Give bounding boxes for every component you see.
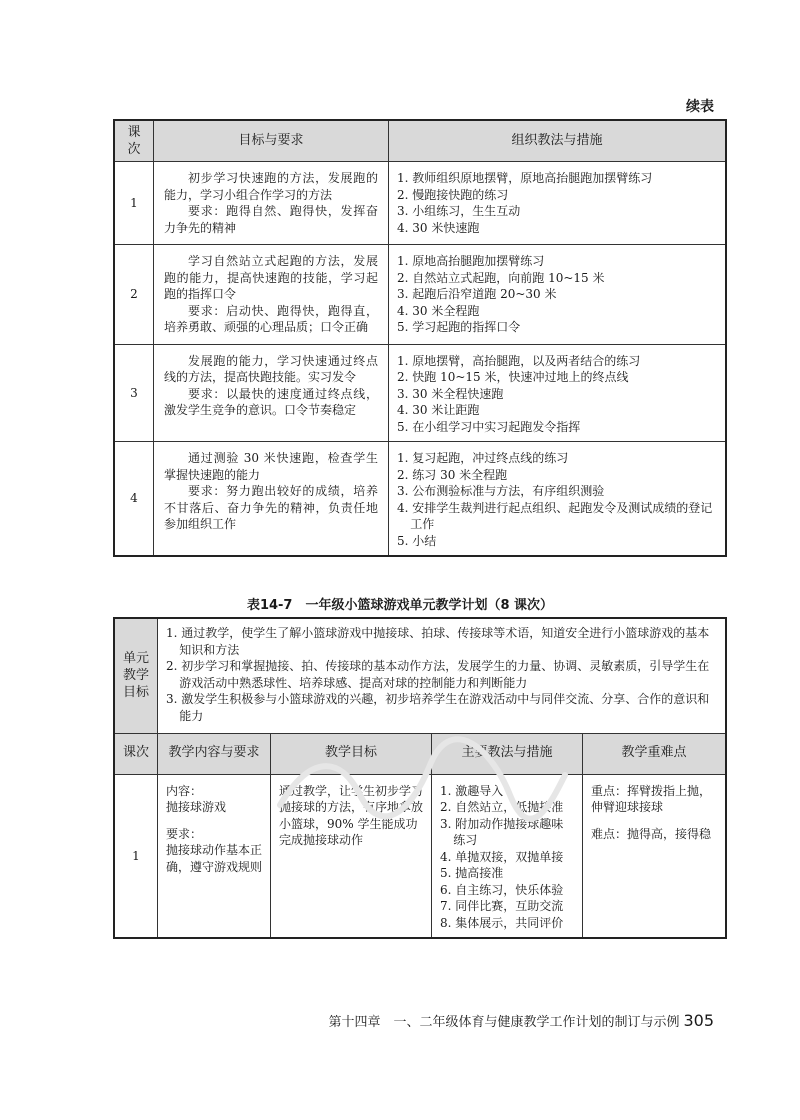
list-item: 4. 安排学生裁判进行起点组织、起跑发令及测试成绩的登记工作 xyxy=(397,500,713,531)
list-item: 1. 教师组织原地摆臂，原地高抬腿跑加摆臂练习 xyxy=(397,171,653,185)
table-row xyxy=(114,442,726,557)
list-item: 5. 学习起跑的指挥口令 xyxy=(397,320,521,334)
list-item: 5. 在小组学习中实习起跑发令指挥 xyxy=(397,419,581,434)
list-item: 4. 单抛双接，双抛单接 xyxy=(440,849,564,864)
list-item: 2. 快跑 10~15 米，快速冲过地上的终点线 xyxy=(397,370,629,384)
list-item: 3. 起跑后沿窄道跑 20~30 米 xyxy=(397,287,557,301)
unit-goals-cell xyxy=(158,618,727,733)
list-item: 1. 激趣导入 xyxy=(440,783,504,798)
list-item: 7. 同伴比赛，互助交流 xyxy=(440,899,564,913)
header-content: 教学内容与要求 xyxy=(158,733,271,774)
goal-cell xyxy=(154,344,389,442)
lesson-number: 3 xyxy=(114,344,154,442)
content-text: 抛接球游戏 xyxy=(166,800,227,814)
header-methods: 主要教法与措施 xyxy=(432,733,583,774)
objective-text: 通过教学，让学生初步学习抛接球的方法，有序地拿放小篮球，90% 学生能成功完成抛接球动作 xyxy=(279,783,424,847)
list-item: 3. 激发学生积极参与小篮球游戏的兴趣，初步培养学生在游戏活动中与同伴交流、分享、合作的意识和能力 xyxy=(166,692,710,723)
methods-cell xyxy=(389,162,727,245)
label-line: 单元 xyxy=(122,651,149,667)
methods-cell xyxy=(432,774,583,938)
header-goals: 目标与要求 xyxy=(154,120,389,162)
methods-cell xyxy=(389,344,727,442)
header-lesson: 课次 xyxy=(114,733,158,774)
header-key-points: 教学重难点 xyxy=(583,733,727,774)
lesson-number: 2 xyxy=(114,245,154,345)
list-item: 6. 自主练习，快乐体验 xyxy=(440,882,564,897)
list-item: 3. 附加动作抛接球趣味练习 xyxy=(440,816,564,847)
continued-label: 续表 xyxy=(686,99,714,115)
header-objective: 教学目标 xyxy=(271,733,432,774)
list-item: 3. 小组练习，生生互动 xyxy=(397,204,521,218)
unit-goal-label xyxy=(114,618,158,733)
header-methods: 组织教法与措施 xyxy=(389,120,727,162)
list-item: 4. 30 米全程跑 xyxy=(397,303,480,318)
list-item: 2. 初步学习和掌握抛接、拍、传接球的基本动作方法，发展学生的力量、协调、灵敏素质，引导学生在游戏活动中熟悉球性、培养球感、提高对球的控制能力和判断能力 xyxy=(166,659,710,690)
goal-cell xyxy=(154,245,389,345)
list-item: 5. 抛高接准 xyxy=(440,866,504,880)
requirement-label: 要求： xyxy=(166,826,203,841)
unit-goal-row xyxy=(114,618,726,733)
key-point-text: 重点：挥臂拨指上抛，伸臂迎球接球 xyxy=(591,783,712,814)
table-row xyxy=(114,774,726,938)
list-item: 1. 原地摆臂，高抬腿跑，以及两者结合的练习 xyxy=(397,353,641,368)
goal-text: 通过测验 30 米快速跑，检查学生掌握快速跑的能力 xyxy=(164,451,378,482)
list-item: 4. 30 米快速跑 xyxy=(397,220,480,235)
table-row xyxy=(114,245,726,345)
page-number: 305 xyxy=(683,1011,714,1030)
table-header-row xyxy=(114,733,726,774)
list-item: 4. 30 米让距跑 xyxy=(397,403,480,417)
goal-text: 学习自然站立式起跑的方法，发展跑的能力，提高快速跑的技能，学习起跑的指挥口令 xyxy=(164,254,378,301)
table-header-row xyxy=(114,120,726,162)
goal-cell xyxy=(154,442,389,557)
methods-cell xyxy=(389,245,727,345)
content-label: 内容： xyxy=(166,783,203,798)
key-points-cell xyxy=(583,774,727,938)
goal-text: 初步学习快速跑的方法，发展跑的能力，学习小组合作学习的方法 xyxy=(164,171,378,202)
requirement-text: 要求：启动快、跑得快，跑得直，培养勇敢、顽强的心理品质；口令正确 xyxy=(164,303,378,334)
lesson-number: 4 xyxy=(114,442,154,557)
table-caption: 表14-7 一年级小篮球游戏单元教学计划（8 课次） xyxy=(246,598,554,613)
list-item: 2. 练习 30 米全程跑 xyxy=(397,467,508,482)
goal-cell xyxy=(154,162,389,245)
list-item: 1. 复习起跑，冲过终点线的练习 xyxy=(397,451,569,465)
table-basketball-plan xyxy=(113,617,727,939)
lesson-number: 1 xyxy=(114,774,158,938)
methods-cell xyxy=(389,442,727,557)
list-item: 8. 集体展示，共同评价 xyxy=(440,915,564,930)
goal-text: 发展跑的能力，学习快速通过终点线的方法，提高快跑技能。实习发令 xyxy=(164,353,378,384)
page-footer xyxy=(328,1011,714,1030)
requirement-text: 要求：跑得自然、跑得快，发挥奋力争先的精神 xyxy=(164,204,378,235)
header-lesson: 课次 xyxy=(114,120,154,162)
chapter-title: 第十四章 一、二年级体育与健康教学工作计划的制订与示例 xyxy=(328,1015,680,1030)
requirement-text: 抛接球动作基本正确，遵守游戏规则 xyxy=(166,843,263,874)
objective-cell xyxy=(271,774,432,938)
requirement-text: 要求：以最快的速度通过终点线，激发学生竞争的意识。口令节奏稳定 xyxy=(164,386,378,417)
label-line: 目标 xyxy=(122,685,149,701)
list-item: 1. 通过教学，使学生了解小篮球游戏中抛接球、拍球、传接球等术语，知道安全进行小篮球游戏的基本知识和方法 xyxy=(166,626,710,657)
list-item: 5. 小结 xyxy=(397,533,437,548)
requirement-text: 要求：努力跑出较好的成绩，培养不甘落后、奋力争先的精神，负责任地参加组织工作 xyxy=(164,484,378,531)
label-line: 教学 xyxy=(122,668,149,684)
list-item: 2. 自然站立式起跑，向前跑 10~15 米 xyxy=(397,270,605,285)
list-item: 2. 慢跑接快跑的练习 xyxy=(397,187,509,202)
content-cell xyxy=(158,774,271,938)
lesson-number: 1 xyxy=(114,162,154,245)
list-item: 3. 公布测验标准与方法，有序组织测验 xyxy=(397,484,605,498)
list-item: 2. 自然站立，低抛接准 xyxy=(440,800,564,814)
list-item: 3. 30 米全程快速跑 xyxy=(397,386,504,401)
table-row xyxy=(114,162,726,245)
table-row xyxy=(114,344,726,442)
list-item: 1. 原地高抬腿跑加摆臂练习 xyxy=(397,254,545,268)
table-running-plan xyxy=(113,119,727,557)
difficulty-text: 难点：抛得高，接得稳 xyxy=(591,826,712,841)
